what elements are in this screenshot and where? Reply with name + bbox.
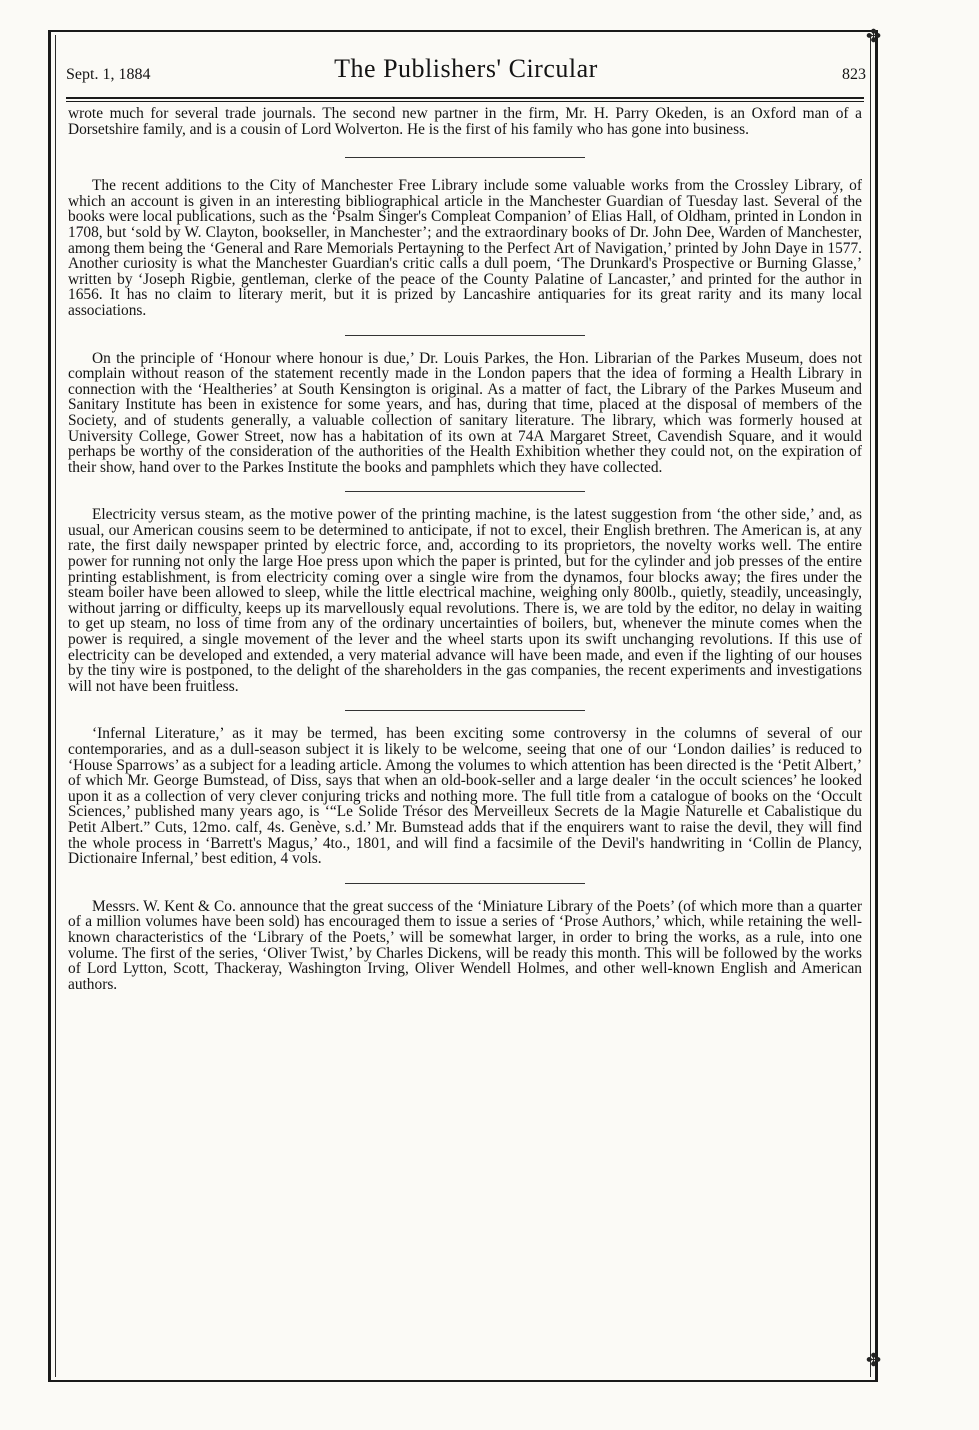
publication-title: The Publishers' Circular [334,54,598,83]
header-rule [66,97,864,99]
article-paragraph: Messrs. W. Kent & Co. announce that the great success of the ‘Miniature Library of the Poets’ (of which more than a quarter of a million volumes have been sold) has encouraged them to issue a series of ‘Prose Authors,’ which, while retaining the well-known characteristics of the ‘Library of the Poets,’ will be somewhat larger, in order to bring the works, as a rule, into one volume. The first of the series, ‘Oliver Twist,’ by Charles Dickens, will be ready this month. This will be followed by the works of Lord Lytton, Scott, Thackeray, Washington Irving, Oliver Wendell Holmes, and other well-known English and American authors. [68,897,862,993]
header-rule-thin [66,101,864,102]
section-divider [345,491,585,492]
article-paragraph: The recent additions to the City of Manchester Free Library include some valuable works from the Crossley Library, of which an account is given in an interesting bibliographical article in the Manchester Guardian of Tuesday last. Several of the books were local publications, such as the ‘Psalm Singer's Compleat Companion’ of Elias Hall, of Oldham, printed in London in 1708, but ‘sold by W. Clayton, bookseller, in Manchester’; and the extraordinary books of Dr. John Dee, Warden of Manchester, among them being the ‘General and Rare Memorials Pertayning to the Perfect Art of Navigation,’ printed by John Daye in 1577. Another curiosity is what the Manchester Guardian's critic calls a dull poem, ‘The Drunkard's Prospective or Burning Glasse,’ written by ‘Joseph Rigbie, gentleman, clerke of the peace of the County Palatine of Lancaster,’ and printed for the author in 1656. It has no claim to literary merit, but it is prized by Lancashire antiquaries for its great rarity and its many local associations. [68,177,862,319]
section-divider [345,157,585,158]
section-divider [345,710,585,711]
article-paragraph: On the principle of ‘Honour where honour is due,’ Dr. Louis Parkes, the Hon. Librarian of the Parkes Museum, does not complain without reason of the statement recently made in the London papers that the idea of forming a Health Library in connection with the ‘Healtheries’ at South Kensington is original. As a matter of fact, the Library of the Parkes Museum and Sanitary Institute has been in existence for some years, and has, during that time, placed at the disposal of members of the Society, and of students generally, a valuable collection of sanitary literature. The library, which was formerly housed at University College, Gower Street, now has a habitation of its own at 74A Margaret Street, Cavendish Square, and it would perhaps be worthy of the consideration of the authorities of the Health Exhibition whether they could not, on the expiration of their show, hand over to the Parkes Institute the books and pamphlets which they have collected. [68,349,862,476]
article-paragraph: wrote much for several trade journals. The second new partner in the firm, Mr. H. Parry Okeden, is an Oxford man of a Dorsetshire family, and is a cousin of Lord Wolverton. He is the first of his family who has gone into business. [68,105,862,138]
article-column [68,106,862,992]
page-header [66,52,866,96]
page-number: 823 [842,66,866,83]
article-paragraph: ‘Infernal Literature,’ as it may be termed, has been exciting some controversy in the columns of several of our contemporaries, and as a dull-season subject it is likely to be welcome, seeing that one of our ‘London dailies’ is reduced to ‘House Sparrows’ as a subject for a leading article. Among the volumes to which attention has been directed is the ‘Petit Albert,’ of which Mr. George Bumstead, of Diss, says that when an old-book-seller and a large dealer ‘in the occult sciences’ he looked upon it as a collection of very clever conjuring tricks and nothing more. The full title from a catalogue of books on the ‘Occult Sciences,’ published many years ago, is ‘“Le Solide Trésor des Merveilleux Secrets de la Magie Naturelle et Cabalistique du Petit Albert.” Cuts, 12mo. calf, 4s. Genève, s.d.’ Mr. Bumstead adds that if the enquirers want to raise the devil, they will find the whole process in ‘Barrett's Magus,’ 4to., 1801, and will find a facsimile of the Devil's handwriting in ‘Collin de Plancy, Dictionaire Infernal,’ best edition, 4 vols. [68,725,862,868]
corner-ornament-icon: ✤ [866,26,882,47]
article-paragraph: Electricity versus steam, as the motive power of the printing machine, is the latest suggestion from ‘the other side,’ and, as usual, our American cousins seem to be determined to anticipate, if not to excel, their English brethren. The American is, at any rate, the first daily newspaper printed by electric force, and, according to its proprietors, the novelty works well. The entire power for running not only the large Hoe press upon which the paper is printed, but for the cylinder and job presses of the entire printing establishment, is from electricity coming over a single wire from the dynamos, four blocks away; the fires under the steam boiler have been allowed to sleep, while the little electrical machine, weighing only 800lb., quietly, steadily, unceasingly, without jarring or difficulty, keeps up its marvellously equal revolutions. There is, we are told by the editor, no delay in waiting to get up steam, no loss of time from any of the ordinary uncertainties of boilers, but, whenever the minute comes when the power is required, a single movement of the lever and the wheel starts upon its swift unchanging revolutions. If this use of electricity can be developed and extended, a very material advance will have been made, and even if the lighting of our houses by the tiny wire is postponed, to the delight of the shareholders in the gas companies, the recent experiments and investigations will not have been fruitless. [68,506,862,695]
corner-ornament-icon: ✤ [866,1350,882,1371]
section-divider [345,335,585,336]
issue-date: Sept. 1, 1884 [66,66,151,83]
section-divider [345,883,585,884]
